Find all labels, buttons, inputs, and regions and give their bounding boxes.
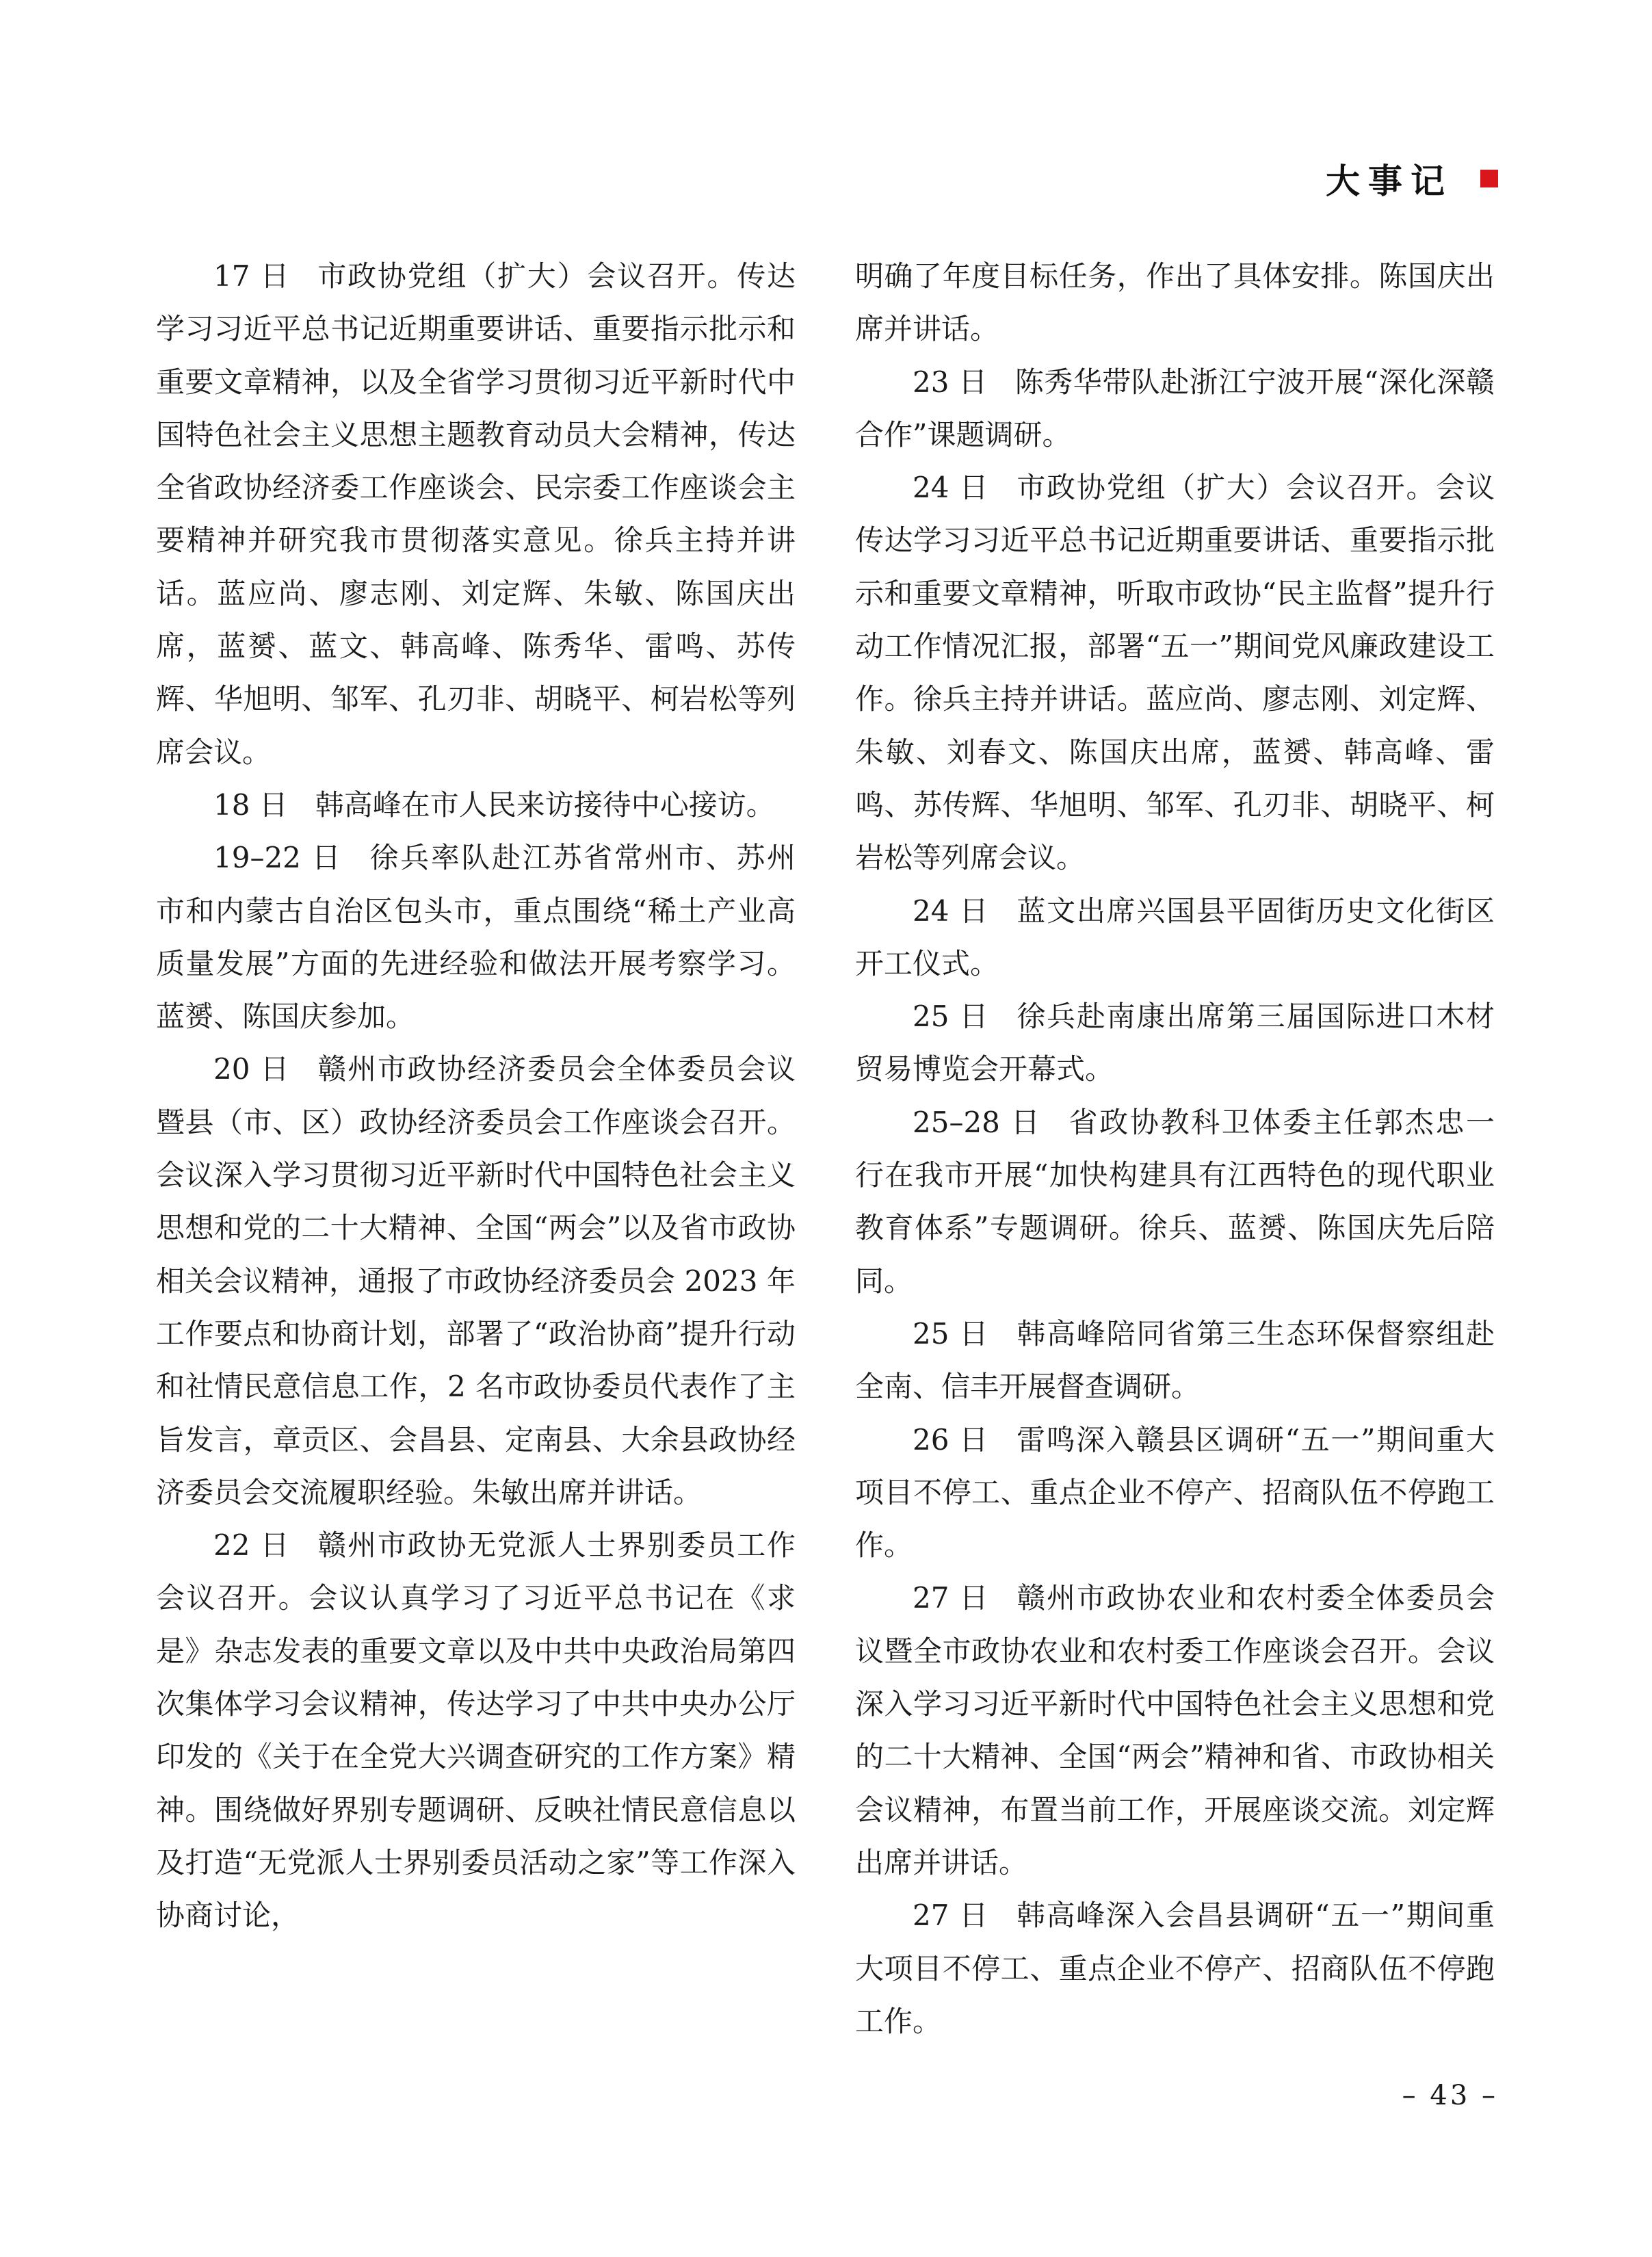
- event-date: 24 日: [913, 471, 990, 505]
- event-text: 市政协党组（扩大）会议召开。传达学习习近平总书记近期重要讲话、重要指示批示和重要文章精神，以及全省学习贯彻习近平新时代中国特色社会主义思想主题教育动员大会精神，传达全省政协经济委工作座谈会、民宗委工作座谈会主要精神并研究我市贯彻落实意见。徐兵主持并讲话。蓝应尚、廖志刚、刘定辉、朱敏、陈国庆出席，蓝赟、蓝文、韩高峰、陈秀华、雷鸣、苏传辉、华旭明、邹军、孔刃非、胡晓平、柯岩松等列席会议。: [156, 259, 796, 769]
- event-entry: [855, 1307, 1495, 1413]
- event-date: 26 日: [913, 1422, 990, 1457]
- event-date: 17 日: [213, 259, 291, 293]
- event-entry: [855, 1889, 1495, 2048]
- event-date: 20 日: [213, 1052, 291, 1086]
- event-date: 25 日: [913, 1000, 990, 1034]
- event-date: 19–22 日: [213, 841, 343, 875]
- event-text: 市政协党组（扩大）会议召开。会议传达学习习近平总书记近期重要讲话、重要指示批示和重要文章精神，听取市政协“民主监督”提升行动工作情况汇报，部署“五一”期间党风廉政建设工作。徐兵主持并讲话。蓝应尚、廖志刚、刘定辉、朱敏、刘春文、陈国庆出席，蓝赟、韩高峰、雷鸣、苏传辉、华旭明、邹军、孔刃非、胡晓平、柯岩松等列席会议。: [855, 471, 1495, 875]
- event-entry: [156, 1519, 796, 1942]
- event-date: 25–28 日: [913, 1105, 1042, 1139]
- section-header: [1326, 154, 1498, 203]
- event-date: 24 日: [913, 893, 990, 928]
- event-entry: [855, 1571, 1495, 1889]
- page-number: – 43 –: [1402, 2080, 1498, 2111]
- event-date: 27 日: [913, 1581, 990, 1615]
- event-entry: [855, 885, 1495, 991]
- event-entry: [855, 461, 1495, 884]
- event-entry: [855, 356, 1495, 462]
- event-text: 徐兵赴南康出席第三届国际进口木材贸易博览会开幕式。: [855, 1000, 1495, 1086]
- event-text: 蓝文出席兴国县平固街历史文化街区开工仪式。: [855, 893, 1495, 980]
- event-date: 18 日: [213, 787, 288, 822]
- event-entry: [156, 779, 796, 831]
- left-column: [156, 250, 796, 1942]
- event-text: 赣州市政协经济委员会全体委员会议暨县（市、区）政协经济委员会工作座谈会召开。会议深入学习贯彻习近平新时代中国特色社会主义思想和党的二十大精神、全国“两会”以及省市政协相关会议精神，通报了市政协经济委员会 2023 年工作要点和协商计划，部署了“政治协商”提升行动和社情民意信息工作，2 名市政协委员代表作了主旨发言，章贡区、会昌县、定南县、大余县政协经济委员会交流履职经验。朱敏出席并讲话。: [156, 1052, 796, 1509]
- event-text: 陈秀华带队赴浙江宁波开展“深化深赣合作”课题调研。: [855, 365, 1495, 452]
- event-date: 23 日: [913, 365, 988, 399]
- event-text: 省政协教科卫体委主任郭杰忠一行在我市开展“加快构建具有江西特色的现代职业教育体系”专题调研。徐兵、蓝赟、陈国庆先后陪同。: [855, 1105, 1495, 1298]
- event-text: 韩高峰深入会昌县调研“五一”期间重大项目不停工、重点企业不停产、招商队伍不停跑工作。: [855, 1899, 1495, 2038]
- event-entry: [156, 831, 796, 1043]
- event-text: 赣州市政协无党派人士界别委员工作会议召开。会议认真学习了习近平总书记在《求是》杂志发表的重要文章以及中共中央政治局第四次集体学习会议精神，传达学习了中共中央办公厅印发的《关于在全党大兴调查研究的工作方案》精神。围绕做好界别专题调研、反映社情民意信息以及打造“无党派人士界别委员活动之家”等工作深入协商讨论，: [156, 1528, 796, 1933]
- event-date: 27 日: [913, 1899, 990, 1933]
- event-text: 韩高峰在市人民来访接待中心接访。: [315, 787, 775, 822]
- event-entry: [156, 1043, 796, 1519]
- event-entry: [855, 1413, 1495, 1572]
- event-text: 徐兵率队赴江苏省常州市、苏州市和内蒙古自治区包头市，重点围绕“稀土产业高质量发展”方面的先进经验和做法开展考察学习。蓝赟、陈国庆参加。: [156, 841, 796, 1034]
- event-date: 25 日: [913, 1316, 990, 1351]
- event-entry: [156, 250, 796, 779]
- event-entry: [855, 1096, 1495, 1307]
- event-text: 雷鸣深入赣县区调研“五一”期间重大项目不停工、重点企业不停产、招商队伍不停跑工作。: [855, 1422, 1495, 1563]
- event-continuation: 明确了年度目标任务，作出了具体安排。陈国庆出席并讲话。: [855, 259, 1495, 346]
- event-entry: [855, 990, 1495, 1096]
- section-title: 大事记: [1326, 161, 1453, 201]
- event-text: 赣州市政协农业和农村委全体委员会议暨全市政协农业和农村委工作座谈会召开。会议深入学习习近平新时代中国特色社会主义思想和党的二十大精神、全国“两会”精神和省、市政协相关会议精神，布置当前工作，开展座谈交流。刘定辉出席并讲话。: [855, 1581, 1495, 1879]
- right-column: [855, 250, 1495, 2048]
- red-square-icon: [1480, 170, 1498, 187]
- event-text: 韩高峰陪同省第三生态环保督察组赴全南、信丰开展督查调研。: [855, 1316, 1495, 1404]
- event-date: 22 日: [213, 1528, 291, 1563]
